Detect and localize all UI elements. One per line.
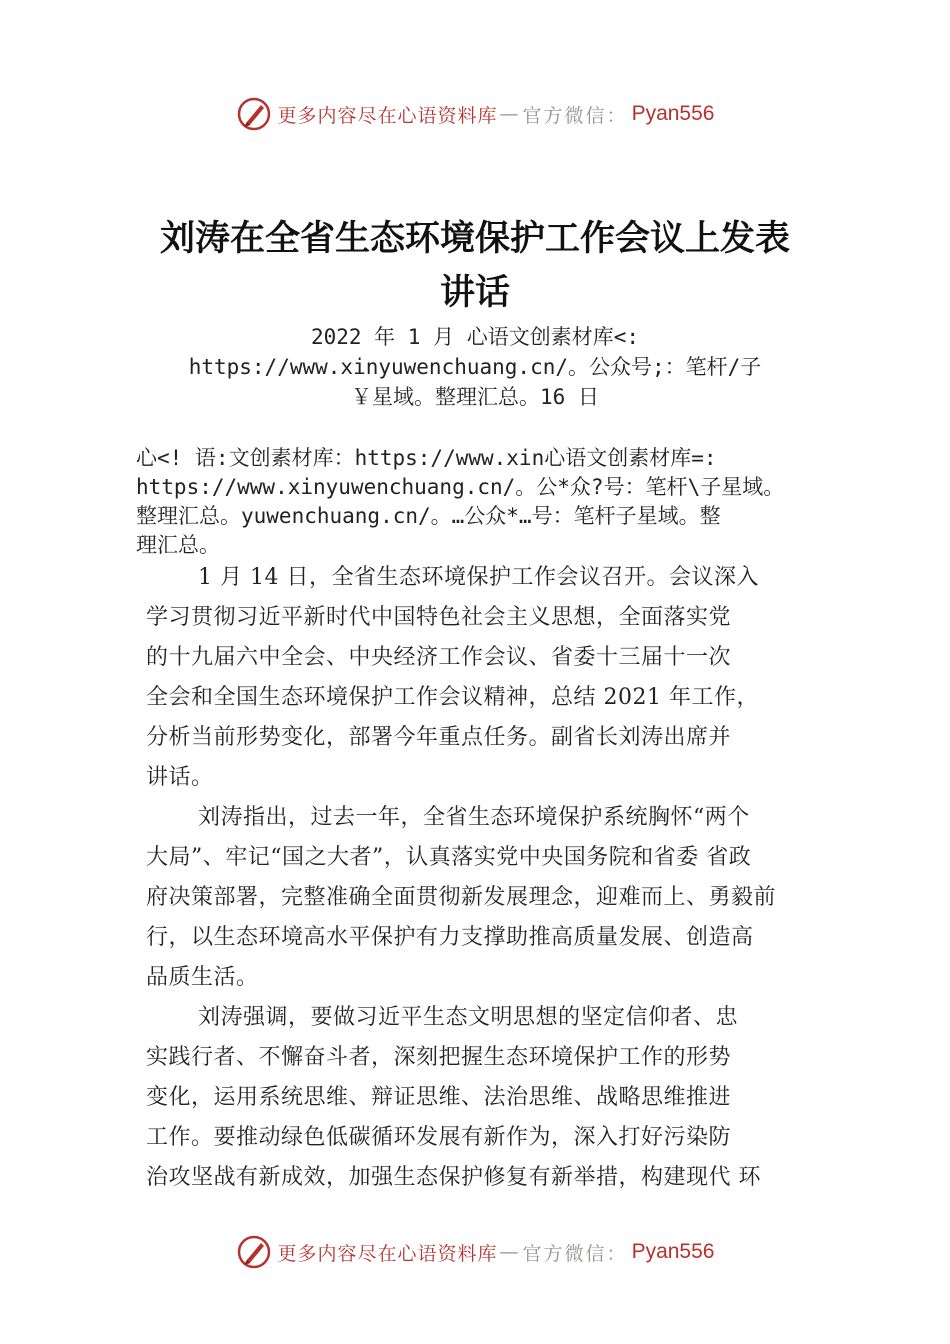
wechat-id: Pyan556 [631,1240,715,1263]
watermark-text: 更多内容尽在心语资料库 [277,1242,498,1265]
paragraph-line: 讲话。 [146,765,214,790]
header-watermark [0,94,950,134]
paragraph-line: 大局”、牢记“国之大者”，认真落实党中央国务院和省委 省政 [146,845,752,870]
paragraph-line: 刘涛指出，过去一年，全省生态环境保护系统胸怀“两个 [198,805,750,830]
wechat-label: 官方微信： [522,104,628,127]
paragraph-line: 变化，运用系统思维、辩证思维、法治思维、战略思维推进 [146,1085,732,1110]
title-line: 刘涛在全省生态环境保护工作会议上发表 [159,219,790,259]
paragraph-line: 1 月 14 日，全省生态环境保护工作会议召开。会议深入 [198,565,759,590]
pen-logo-icon [236,1234,272,1270]
paragraph-line: 府决策部署，完整准确全面贯彻新发展理念，迎难而上、勇毅前 [146,885,777,910]
paragraph-line: 学习贯彻习近平新时代中国特色社会主义思想，全面落实党 [146,605,732,630]
watermark-separator: — [499,1241,521,1263]
paragraph-line: 治攻坚战有新成效，加强生态保护修复有新举措，构建现代 环 [146,1165,761,1190]
paragraph-line: 工作。要推动绿色低碳循环发展有新作为，深入打好污染防 [146,1125,732,1150]
notice-line: 理汇总。 [136,533,220,557]
paragraph-line: 刘涛强调，要做习近平生态文明思想的坚定信仰者、忠 [198,1005,739,1030]
paragraph [146,998,836,1198]
paragraph [146,798,836,998]
paragraph [146,558,836,798]
paragraph-line: 行，以生态环境高水平保护有力支撑助推高质量发展、创造高 [146,925,754,950]
paragraph-line: 全会和全国生态环境保护工作会议精神，总结 2021 年工作， [146,685,759,710]
source-notice [136,444,836,560]
watermark-text: 更多内容尽在心语资料库 [277,104,498,127]
paragraph-line: 实践行者、不懈奋斗者，深刻把握生态环境保护工作的形势 [146,1045,732,1070]
paragraph-line: 分析当前形势变化，部署今年重点任务。副省长刘涛出席并 [146,725,732,750]
title-line: 讲话 [439,273,510,313]
footer-watermark [0,1232,950,1272]
subtitle-line: ￥星域。整理汇总。16 日 [351,385,599,409]
document-subtitle [150,322,800,412]
document-title [0,212,950,320]
paragraph-line: 品质生活。 [146,965,259,990]
wechat-id: Pyan556 [631,102,715,125]
wechat-label: 官方微信： [522,1242,628,1265]
paragraph-line: 的十九届六中全会、中央经济工作会议、省委十三届十一次 [146,645,732,670]
notice-line: 心<! 语:文创素材库：https://www.xin心语文创素材库=: [136,446,717,470]
subtitle-line: 2022 年 1 月 心语文创素材库<: [310,325,640,349]
subtitle-line: https://www.xinyuwenchuang.cn/。公众号;：笔杆/子 [188,355,762,379]
notice-line: 整理汇总。yuwenchuang.cn/。…公众*…号：笔杆子星域。整 [136,504,721,528]
notice-line: https://www.xinyuwenchuang.cn/。公*众?号：笔杆\子星域。 [136,475,785,499]
article-body [146,558,836,1198]
pen-logo-icon [236,96,272,132]
watermark-separator: — [499,103,521,125]
